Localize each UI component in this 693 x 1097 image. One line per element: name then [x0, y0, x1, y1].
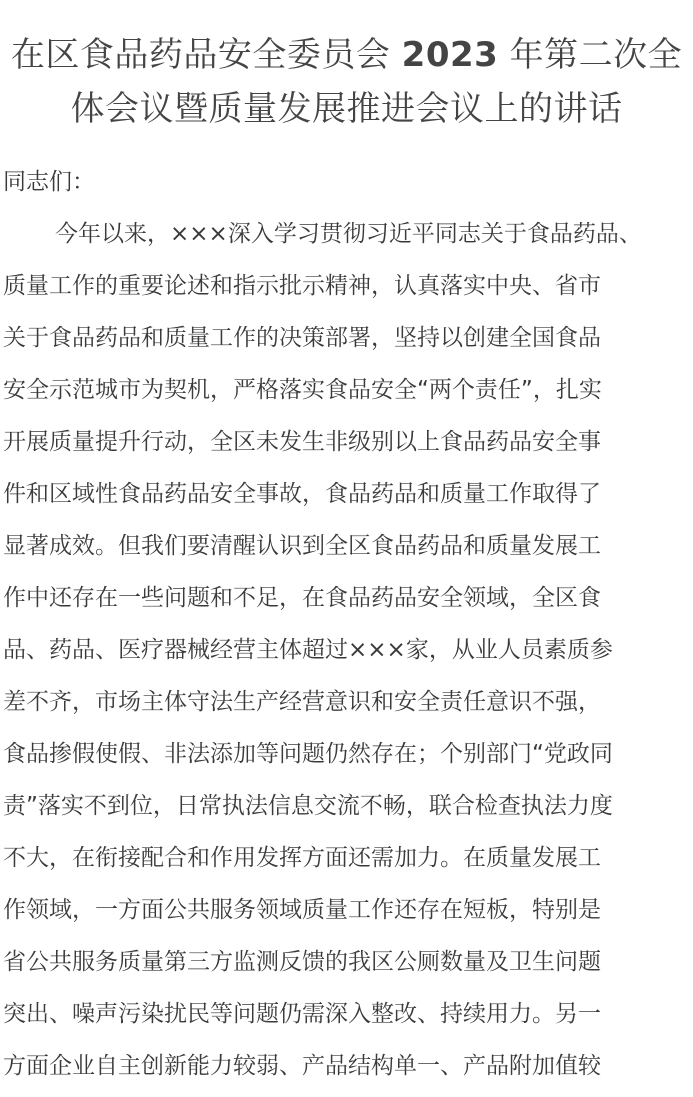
- body-line: 食品掺假使假、非法添加等问题仍然存在；个别部门“党政同: [3, 741, 613, 767]
- title-line-1-part-3: 年第二次全: [498, 35, 683, 75]
- body-line: 件和区域性食品药品安全事故，食品药品和质量工作取得了: [3, 481, 601, 507]
- body-line: 差不齐，市场主体守法生产经营意识和安全责任意识不强，: [3, 689, 601, 715]
- title-year: 2023: [401, 35, 499, 75]
- body-line: 突出、噪声污染扰民等问题仍需深入整改、持续用力。另一: [3, 1001, 601, 1027]
- body-line: 关于食品药品和质量工作的决策部署，坚持以创建全国食品: [3, 325, 601, 351]
- title-line-2: 体会议暨质量发展推进会议上的讲话: [70, 89, 623, 129]
- body-line: 今年以来，×××深入学习贯彻习近平同志关于食品药品、: [55, 221, 642, 247]
- body-line: 开展质量提升行动，全区未发生非级别以上食品药品安全事: [3, 429, 601, 455]
- body-line: 方面企业自主创新能力较弱、产品结构单一、产品附加值较: [3, 1053, 601, 1079]
- document-title: [0, 28, 693, 136]
- body-line: 不大，在衔接配合和作用发挥方面还需加力。在质量发展工: [3, 845, 601, 871]
- body-line: 作领域，一方面公共服务领域质量工作还存在短板，特别是: [3, 897, 601, 923]
- body-line: 质量工作的重要论述和指示批示精神，认真落实中央、省市: [3, 273, 601, 299]
- body-line: 责”落实不到位，日常执法信息交流不畅，联合检查执法力度: [3, 793, 613, 819]
- body-line: 安全示范城市为契机，严格落实食品安全“两个责任”，扎实: [3, 377, 602, 403]
- body-line: 省公共服务质量第三方监测反馈的我区公厕数量及卫生问题: [3, 949, 601, 975]
- body-line: 作中还存在一些问题和不足，在食品药品安全领域，全区食: [3, 585, 601, 611]
- salutation: 同志们：: [3, 169, 95, 195]
- title-line-1-part-1: 在区食品药品安全委员会: [10, 35, 402, 75]
- body-line: 品、药品、医疗器械经营主体超过×××家，从业人员素质参: [3, 637, 613, 663]
- body-line: 显著成效。但我们要清醒认识到全区食品药品和质量发展工: [3, 533, 601, 559]
- title-line-1: [0, 28, 693, 82]
- speech-body: [0, 208, 693, 1092]
